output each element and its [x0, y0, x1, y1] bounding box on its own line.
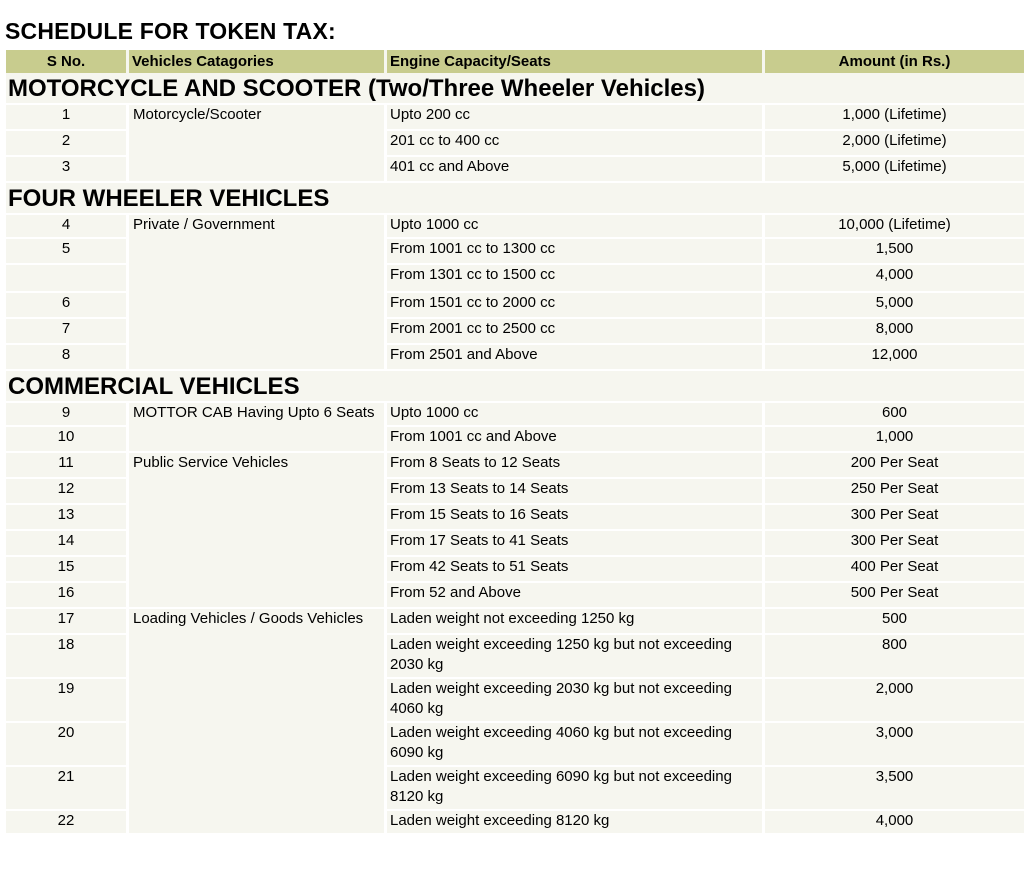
section-heading-row [6, 371, 1024, 403]
header-sno: S No. [6, 50, 129, 73]
cell-engine: From 8 Seats to 12 Seats [387, 453, 765, 479]
table-header-row [6, 50, 1024, 73]
cell-sno: 1 [6, 105, 129, 131]
cell-category-goods: Loading Vehicles / Goods Vehicles [129, 609, 387, 835]
cell-amount: 12,000 [765, 345, 1024, 371]
cell-sno: 5 [6, 239, 129, 265]
cell-sno: 11 [6, 453, 129, 479]
cell-category-private-government: Private / Government [129, 215, 387, 371]
cell-engine: Laden weight exceeding 6090 kg but not exceeding 8120 kg [387, 767, 765, 811]
cell-engine: From 2001 cc to 2500 cc [387, 319, 765, 345]
token-tax-table [6, 50, 1024, 835]
cell-sno: 22 [6, 811, 129, 835]
cell-amount: 300 Per Seat [765, 505, 1024, 531]
cell-category-public-service: Public Service Vehicles [129, 453, 387, 609]
cell-sno: 21 [6, 767, 129, 811]
cell-amount: 4,000 [765, 265, 1024, 293]
cell-engine: From 2501 and Above [387, 345, 765, 371]
table-row [6, 403, 1024, 427]
cell-sno: 14 [6, 531, 129, 557]
cell-engine: Upto 1000 cc [387, 215, 765, 239]
cell-amount: 1,000 (Lifetime) [765, 105, 1024, 131]
cell-engine: Upto 1000 cc [387, 403, 765, 427]
cell-engine: Laden weight exceeding 8120 kg [387, 811, 765, 835]
cell-sno: 13 [6, 505, 129, 531]
cell-amount: 3,500 [765, 767, 1024, 811]
section-heading-two-wheeler: MOTORCYCLE AND SCOOTER (Two/Three Wheeler Vehicles) [6, 73, 1024, 105]
cell-amount: 600 [765, 403, 1024, 427]
cell-amount: 5,000 [765, 293, 1024, 319]
cell-sno: 3 [6, 157, 129, 183]
cell-engine: From 42 Seats to 51 Seats [387, 557, 765, 583]
cell-sno: 2 [6, 131, 129, 157]
table-row [6, 609, 1024, 635]
cell-engine: From 1001 cc to 1300 cc [387, 239, 765, 265]
cell-sno: 17 [6, 609, 129, 635]
cell-engine: From 15 Seats to 16 Seats [387, 505, 765, 531]
cell-sno: 12 [6, 479, 129, 505]
cell-engine: From 13 Seats to 14 Seats [387, 479, 765, 505]
header-amount: Amount (in Rs.) [765, 50, 1024, 73]
table-row [6, 215, 1024, 239]
cell-category-motor-cab: MOTTOR CAB Having Upto 6 Seats [129, 403, 387, 453]
cell-sno: 10 [6, 427, 129, 453]
cell-sno: 16 [6, 583, 129, 609]
header-category: Vehicles Catagories [129, 50, 387, 73]
cell-sno [6, 265, 129, 293]
section-heading-four-wheeler: FOUR WHEELER VEHICLES [6, 183, 1024, 215]
cell-sno: 19 [6, 679, 129, 723]
cell-engine: Laden weight not exceeding 1250 kg [387, 609, 765, 635]
cell-amount: 250 Per Seat [765, 479, 1024, 505]
cell-amount: 1,500 [765, 239, 1024, 265]
cell-sno: 15 [6, 557, 129, 583]
cell-sno: 6 [6, 293, 129, 319]
cell-sno: 18 [6, 635, 129, 679]
cell-engine: 401 cc and Above [387, 157, 765, 183]
section-heading-row [6, 183, 1024, 215]
cell-sno: 9 [6, 403, 129, 427]
cell-amount: 4,000 [765, 811, 1024, 835]
cell-amount: 300 Per Seat [765, 531, 1024, 557]
cell-category-motorcycle: Motorcycle/Scooter [129, 105, 387, 183]
cell-engine: Upto 200 cc [387, 105, 765, 131]
cell-engine: Laden weight exceeding 4060 kg but not exceeding 6090 kg [387, 723, 765, 767]
cell-engine: From 1301 cc to 1500 cc [387, 265, 765, 293]
cell-amount: 400 Per Seat [765, 557, 1024, 583]
cell-amount: 3,000 [765, 723, 1024, 767]
cell-amount: 200 Per Seat [765, 453, 1024, 479]
section-heading-row [6, 73, 1024, 105]
cell-engine: From 52 and Above [387, 583, 765, 609]
page-title: SCHEDULE FOR TOKEN TAX: [5, 18, 336, 44]
cell-amount: 8,000 [765, 319, 1024, 345]
cell-sno: 20 [6, 723, 129, 767]
cell-engine: Laden weight exceeding 1250 kg but not exceeding 2030 kg [387, 635, 765, 679]
cell-amount: 10,000 (Lifetime) [765, 215, 1024, 239]
cell-amount: 2,000 [765, 679, 1024, 723]
table-row [6, 105, 1024, 131]
table-row [6, 453, 1024, 479]
cell-amount: 500 [765, 609, 1024, 635]
cell-amount: 2,000 (Lifetime) [765, 131, 1024, 157]
section-heading-commercial: COMMERCIAL VEHICLES [6, 371, 1024, 403]
header-engine: Engine Capacity/Seats [387, 50, 765, 73]
cell-engine: From 1501 cc to 2000 cc [387, 293, 765, 319]
cell-amount: 5,000 (Lifetime) [765, 157, 1024, 183]
cell-amount: 500 Per Seat [765, 583, 1024, 609]
cell-engine: 201 cc to 400 cc [387, 131, 765, 157]
cell-sno: 7 [6, 319, 129, 345]
cell-amount: 800 [765, 635, 1024, 679]
cell-engine: Laden weight exceeding 2030 kg but not exceeding 4060 kg [387, 679, 765, 723]
cell-sno: 8 [6, 345, 129, 371]
cell-sno: 4 [6, 215, 129, 239]
cell-amount: 1,000 [765, 427, 1024, 453]
cell-engine: From 1001 cc and Above [387, 427, 765, 453]
cell-engine: From 17 Seats to 41 Seats [387, 531, 765, 557]
